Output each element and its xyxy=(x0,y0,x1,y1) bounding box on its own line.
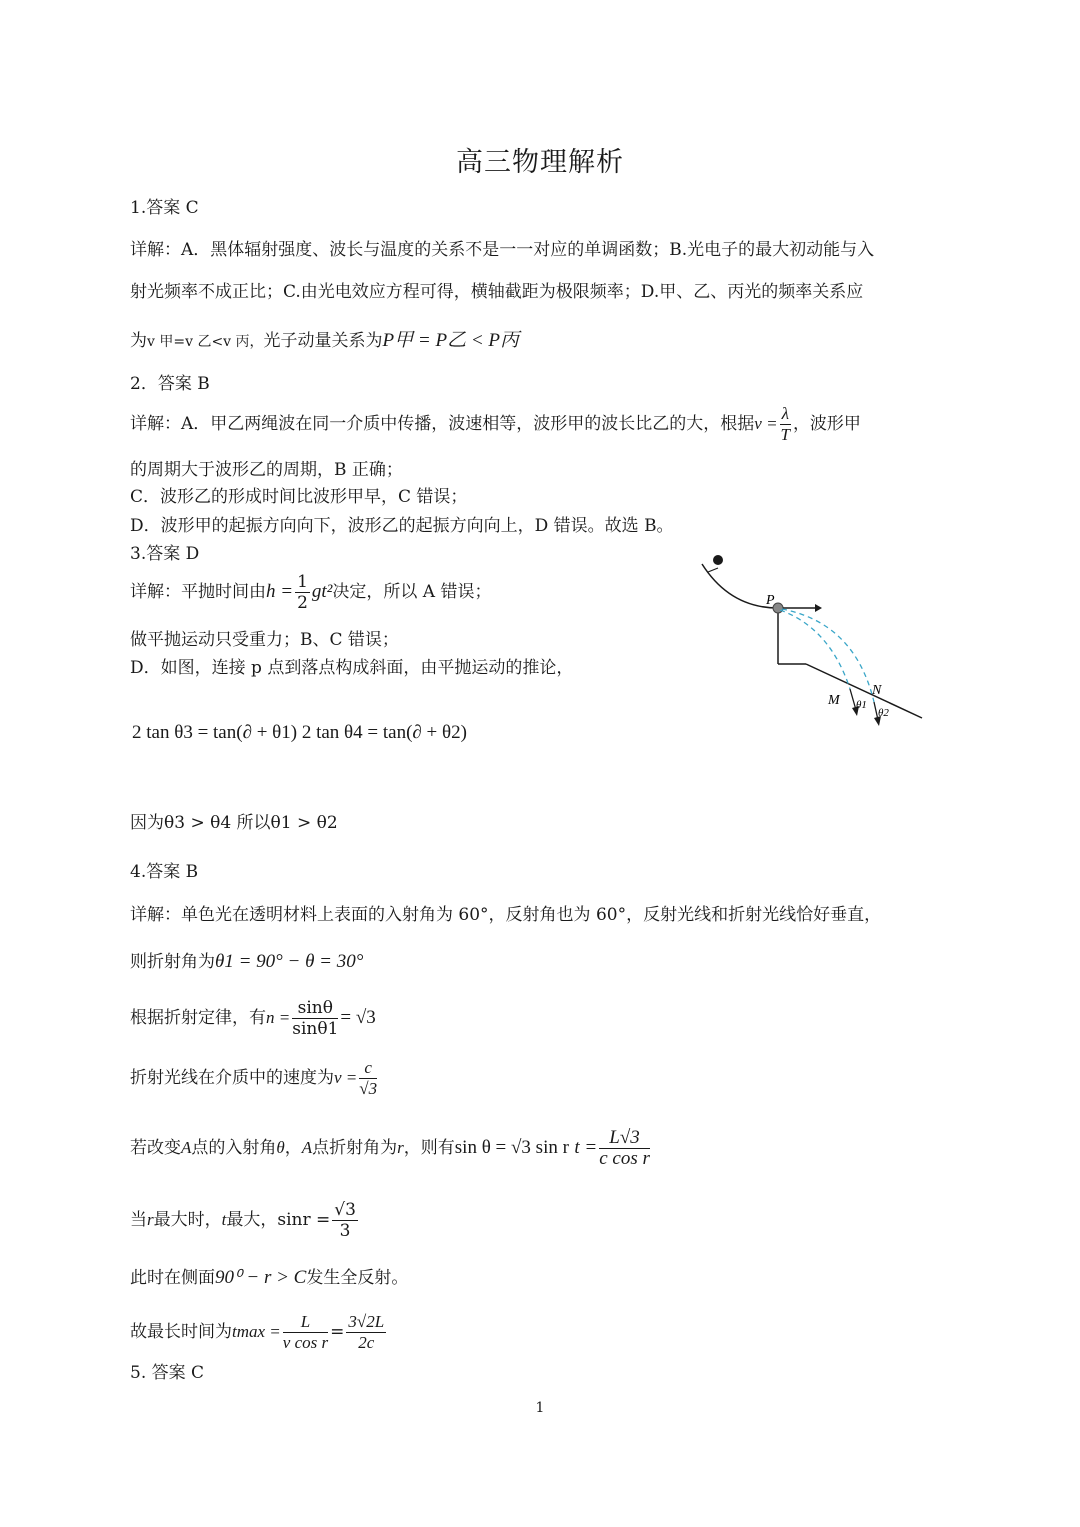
q2-formula-den: T xyxy=(780,425,790,444)
q4-detail-5-r: r xyxy=(397,1138,404,1157)
q4-t-den: c cos r xyxy=(599,1148,650,1169)
q1-detail-3 xyxy=(130,331,519,352)
q3-h-rhs: gt² xyxy=(311,581,333,602)
q1-momentum-prefix: 光子动量关系为 xyxy=(263,331,383,351)
ball-top xyxy=(713,555,723,565)
q4-t-lhs: t = xyxy=(574,1137,598,1158)
q1-momentum-expr: P甲 = P乙 < P丙 xyxy=(382,330,520,351)
q4-answer: 4.答案 B xyxy=(130,862,199,882)
q3-formula: 2 tan θ3 = tan(∂ + θ1) 2 tan θ4 = tan(∂ + θ2) xyxy=(132,722,467,743)
q5-answer: 5. 答案 C xyxy=(130,1363,205,1383)
q4-tmax-den2: 2c xyxy=(358,1333,375,1352)
q4-detail-7-expr: 90⁰ − r > C xyxy=(215,1267,307,1288)
q2-formula-frac xyxy=(780,404,791,445)
q4-sinr-lhs: sinr = xyxy=(277,1210,331,1230)
q4-tmax-num2: 3√2L xyxy=(348,1312,385,1331)
label-theta1: θ1 xyxy=(856,699,867,711)
q3-detail-2: 做平抛运动只受重力；B、C 错误； xyxy=(130,630,399,650)
label-p: P xyxy=(766,593,775,608)
trajectory-n xyxy=(782,609,874,702)
q4-detail-5 xyxy=(130,1128,652,1169)
q4-detail-5-a: A xyxy=(181,1138,192,1157)
q2-answer: 2．答案 B xyxy=(130,374,210,394)
q4-detail-2 xyxy=(130,952,363,972)
label-n: N xyxy=(872,683,882,698)
q4-v-num: c xyxy=(359,1058,377,1079)
q3-h-lhs: h = xyxy=(266,581,294,602)
q4-v-lhs: v = xyxy=(334,1068,358,1087)
q4-detail-3 xyxy=(130,998,376,1039)
q4-detail-7 xyxy=(130,1268,408,1288)
q4-tmax-eq: = xyxy=(330,1322,345,1342)
page-number: 1 xyxy=(535,1400,545,1416)
q4-detail-7-suffix: 发生全反射。 xyxy=(306,1268,409,1288)
q3-detail-1-suffix: 决定，所以 A 错误； xyxy=(332,582,492,602)
q1-detail-2: 射光频率不成正比；C.由光电效应方程可得，横轴截距为极限频率；D.甲、乙、丙光的频率关系应 xyxy=(130,282,864,302)
q4-detail-5-mid1: 点的入射角 xyxy=(191,1138,277,1158)
q4-detail-6-mid: 最大时， xyxy=(153,1210,222,1230)
q4-detail-3-prefix: 根据折射定律，有 xyxy=(130,1008,266,1028)
q4-detail-2-expr: θ1 = 90° − θ = 30° xyxy=(215,951,364,972)
q1-detail-3-prefix: 为 xyxy=(130,331,147,351)
q2-detail-1-text: 详解：A．甲乙两绳波在同一介质中传播，波速相等，波形甲的波长比乙的大，根据 xyxy=(130,414,755,434)
q4-n-den: sinθ1 xyxy=(292,1019,339,1039)
q2-detail-1-suffix: ，波形甲 xyxy=(792,414,861,434)
q4-sinr-num: √3 xyxy=(334,1200,356,1220)
q4-detail-5-mid3: 点折射角为 xyxy=(312,1138,398,1158)
q4-detail-8-prefix: 故最长时间为 xyxy=(130,1322,232,1342)
q4-tmax-den: v cos r xyxy=(282,1333,329,1352)
q2-detail-2: 的周期大于波形乙的周期，B 正确； xyxy=(130,460,403,480)
q4-detail-8 xyxy=(130,1312,388,1353)
q3-conclusion: 因为θ3 > θ4 所以θ1 > θ2 xyxy=(130,813,338,833)
q4-t-frac xyxy=(599,1128,650,1169)
projectile-diagram xyxy=(690,548,930,733)
q4-detail-6-prefix: 当 xyxy=(130,1210,147,1230)
q4-v-frac xyxy=(359,1058,377,1099)
page-title: 高三物理解析 xyxy=(456,147,624,178)
q1-freq-relation: v 甲=v 乙<v 丙， xyxy=(147,334,264,350)
q4-detail-4 xyxy=(130,1058,379,1099)
velocity-arrowhead xyxy=(815,604,822,612)
q3-detail-3: D．如图，连接 p 点到落点构成斜面，由平抛运动的推论， xyxy=(130,658,574,678)
q3-h-frac xyxy=(295,572,310,613)
q4-detail-6-r: r xyxy=(147,1210,154,1229)
q4-detail-5-prefix: 若改变 xyxy=(130,1138,181,1158)
q2-formula-lhs: v = xyxy=(754,414,778,433)
q2-detail-1 xyxy=(130,404,861,445)
q4-tmax-frac2 xyxy=(346,1312,386,1353)
q4-sinr-den: 3 xyxy=(339,1221,351,1241)
q4-n-rhs: = √3 xyxy=(340,1007,376,1028)
q4-detail-6 xyxy=(130,1200,360,1241)
q4-detail-5-expr: sin θ = √3 sin r xyxy=(454,1137,569,1158)
q4-tmax-lhs: tmax = xyxy=(232,1322,281,1341)
q4-tmax-num: L xyxy=(283,1312,328,1333)
q1-answer: 1.答案 C xyxy=(130,198,199,218)
q4-detail-5-mid2: ， xyxy=(284,1138,302,1158)
q3-answer: 3.答案 D xyxy=(130,544,200,564)
q4-detail-6-t: t xyxy=(221,1210,227,1229)
q4-n-lhs: n = xyxy=(266,1008,291,1027)
ball-marker xyxy=(708,568,718,572)
q4-sinr-frac xyxy=(332,1200,358,1241)
label-theta2: θ2 xyxy=(878,707,889,719)
trajectory-m xyxy=(780,610,850,689)
q4-detail-2-prefix: 则折射角为 xyxy=(130,952,215,972)
q4-detail-4-prefix: 折射光线在介质中的速度为 xyxy=(130,1068,334,1088)
q4-n-frac xyxy=(292,998,338,1039)
q3-detail-1 xyxy=(130,572,491,613)
q4-detail-5-a2: A xyxy=(301,1138,313,1157)
q3-detail-1-prefix: 详解：平抛时间由 xyxy=(130,582,266,602)
q2-detail-4: D．波形甲的起振方向向下，波形乙的起振方向向上，D 错误。故选 B。 xyxy=(130,516,674,536)
q4-detail-5-theta: θ xyxy=(276,1138,285,1157)
q3-h-den: 2 xyxy=(297,593,308,613)
q4-detail-5-mid4: ，则有 xyxy=(403,1138,455,1158)
q4-detail-7-prefix: 此时在侧面 xyxy=(130,1268,215,1288)
q4-v-den: √3 xyxy=(359,1079,378,1098)
q2-detail-3: C．波形乙的形成时间比波形甲早，C 错误； xyxy=(130,487,468,507)
q4-n-num: sinθ xyxy=(292,998,338,1019)
q4-t-num: L√3 xyxy=(599,1128,650,1149)
q2-formula-num: λ xyxy=(781,404,789,423)
q4-tmax-frac xyxy=(283,1312,328,1353)
q1-detail-1: 详解：A．黑体辐射强度、波长与温度的关系不是一一对应的单调函数；B.光电子的最大初动能与入 xyxy=(130,240,875,260)
label-m: M xyxy=(828,693,840,708)
q3-h-num: 1 xyxy=(297,572,308,592)
q4-detail-6-mid2: 最大， xyxy=(226,1210,278,1230)
q4-detail-1: 详解：单色光在透明材料上表面的入射角为 60°，反射角也为 60°，反射光线和折射光线恰好垂直， xyxy=(130,905,882,925)
